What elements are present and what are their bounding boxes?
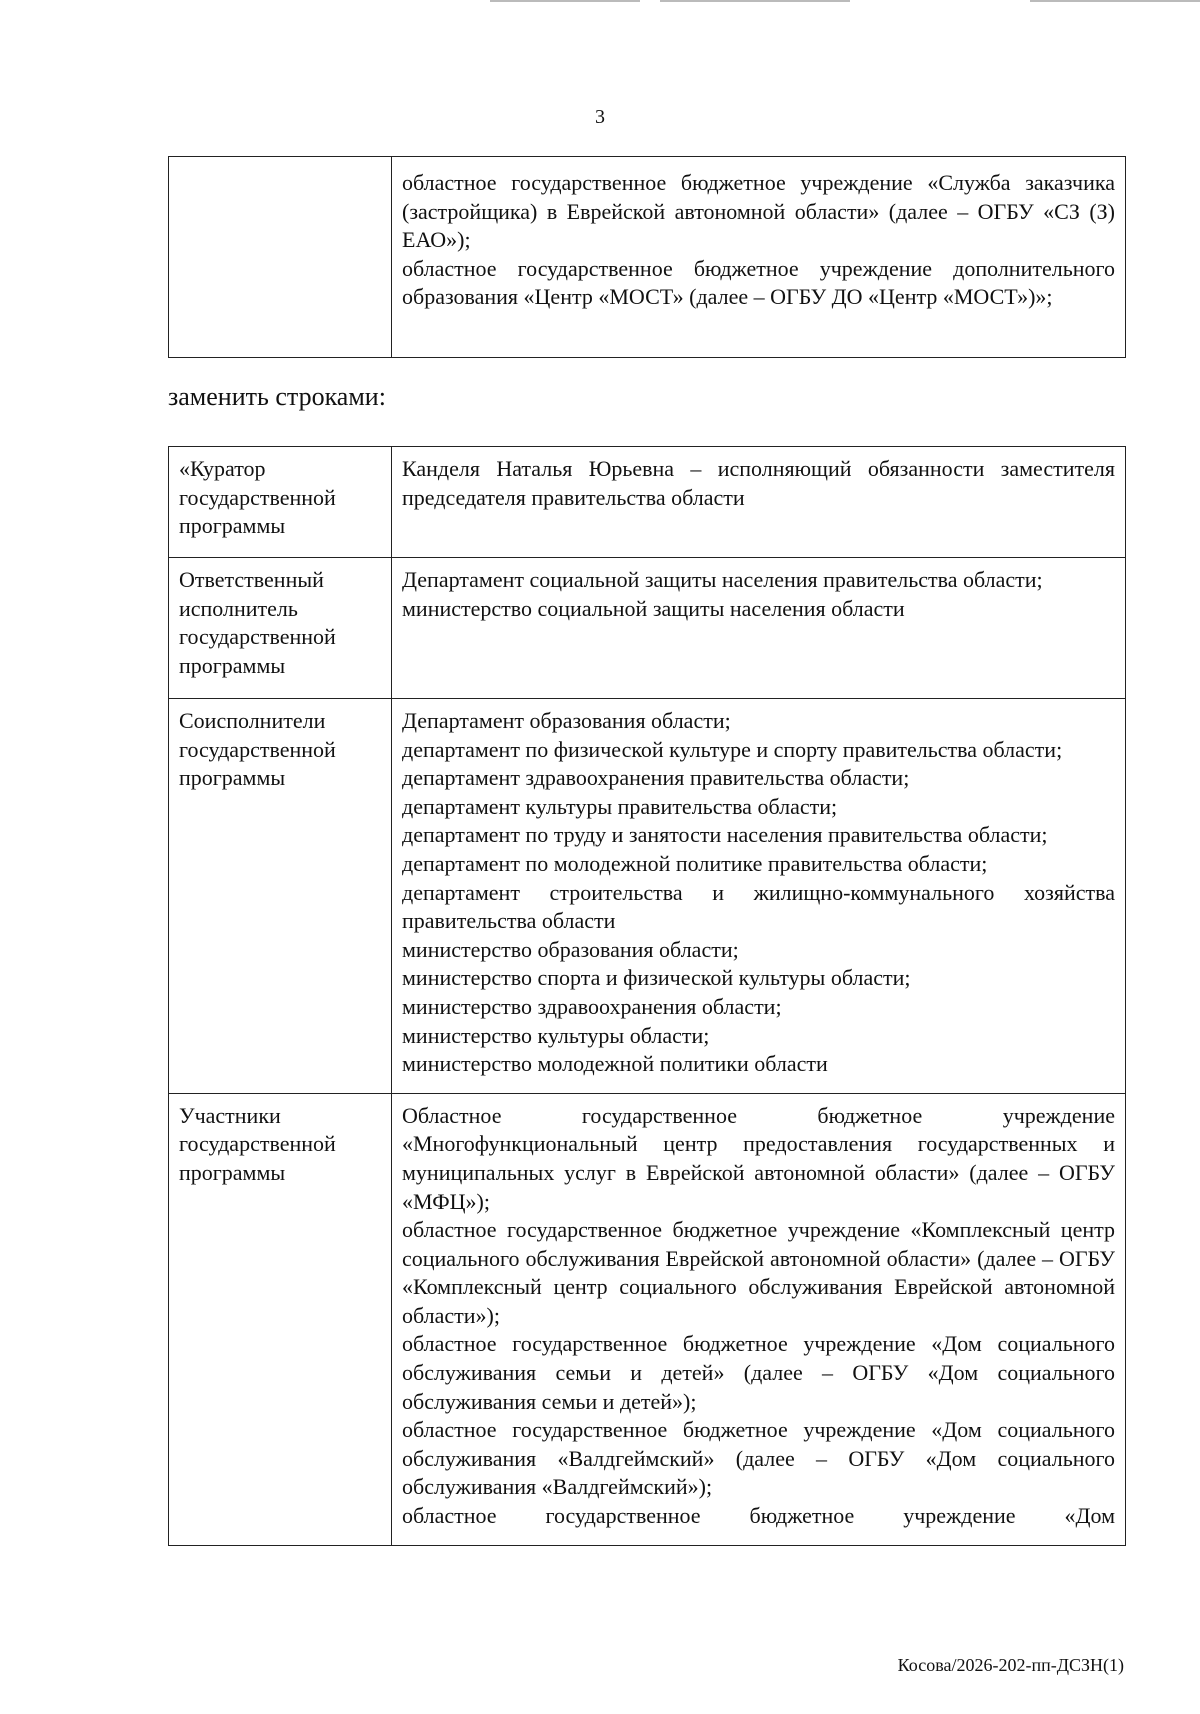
paragraph: областное государственное бюджетное учреждение «Комплексный центр социального обслуживания Еврейской автономной области» (далее – ОГБУ «Комплексный центр социального обслуживания Еврейской автономной области»);	[402, 1217, 1115, 1328]
scan-edge-line	[490, 0, 640, 2]
table-row	[169, 1093, 1126, 1545]
paragraph: министерство культуры области;	[402, 1022, 710, 1048]
paragraph: департамент культуры правительства области;	[402, 793, 838, 819]
paragraph: министерство спорта и физической культуры области;	[402, 965, 911, 991]
replace-heading: заменить строками:	[168, 382, 386, 411]
scan-edge-line	[660, 0, 850, 2]
paragraph: областное государственное бюджетное учреждение «Дом социального обслуживания «Валдгеймский» (далее – ОГБУ «Дом социального обслуживания «Валдгеймский»);	[402, 1417, 1115, 1500]
paragraph: Департамент образования области;	[402, 708, 731, 733]
table-row	[169, 447, 1126, 558]
paragraph: департамент по молодежной политике правительства области;	[402, 850, 988, 876]
document-reference: Косова/2026-202-пп-ДСЗН(1)	[897, 1655, 1124, 1675]
paragraph: департамент по физической культуре и спорту правительства области;	[402, 736, 1063, 762]
table-row	[169, 558, 1126, 699]
table-cell-content	[392, 1093, 1126, 1545]
page-number: 3	[595, 106, 605, 128]
paragraph: Канделя Наталья Юрьевна – исполняющий обязанности заместителя председателя правительства области	[402, 456, 1115, 510]
paragraph: областное государственное бюджетное учреждение «Служба заказчика (застройщика) в Еврейской автономной области» (далее – ОГБУ «СЗ (З) ЕАО»);	[402, 170, 1115, 253]
paragraph: областное государственное бюджетное учреждение «Дом социального обслуживания семьи и детей» (далее – ОГБУ «Дом социального обслуживания семьи и детей»);	[402, 1331, 1115, 1414]
table-row	[169, 157, 1126, 358]
table-cell-content	[392, 157, 1126, 358]
continuation-table	[168, 156, 1126, 358]
paragraph: областное государственное бюджетное учреждение «Дом	[402, 1503, 1115, 1529]
table-cell-label	[169, 157, 392, 358]
paragraph: департамент строительства и жилищно-коммунального хозяйства правительства области	[402, 879, 1115, 934]
paragraph: министерство образования области;	[402, 936, 739, 962]
paragraph: департамент по труду и занятости населения правительства области;	[402, 822, 1048, 848]
table-cell-content	[392, 558, 1126, 699]
table-cell-label: Ответственный исполнитель государственной программы	[169, 558, 392, 699]
table-cell-label: Соисполнители государственной программы	[169, 699, 392, 1094]
table-cell-label: Участники государственной программы	[169, 1093, 392, 1545]
paragraph: министерство здравоохранения области;	[402, 993, 782, 1019]
paragraph: министерство молодежной политики области	[402, 1051, 828, 1077]
paragraph: Областное государственное бюджетное учреждение «Многофункциональный центр предоставления государственных и муниципальных услуг в Еврейской автономной области» (далее – ОГБУ «МФЦ»);	[402, 1102, 1115, 1214]
table-row	[169, 699, 1126, 1094]
paragraph: министерство социальной защиты населения области	[402, 595, 905, 621]
paragraph: Департамент социальной защиты населения правительства области;	[402, 567, 1043, 592]
table-cell-label: «Куратор государственной программы	[169, 447, 392, 558]
paragraph: департамент здравоохранения правительства области;	[402, 765, 910, 791]
table-cell-content	[392, 699, 1126, 1094]
paragraph: областное государственное бюджетное учреждение дополнительного образования «Центр «МОСТ» (далее – ОГБУ ДО «Центр «МОСТ»)»;	[402, 255, 1115, 310]
table-cell-content	[392, 447, 1126, 558]
replacement-table	[168, 446, 1126, 1546]
scan-edge-line	[1030, 0, 1200, 2]
